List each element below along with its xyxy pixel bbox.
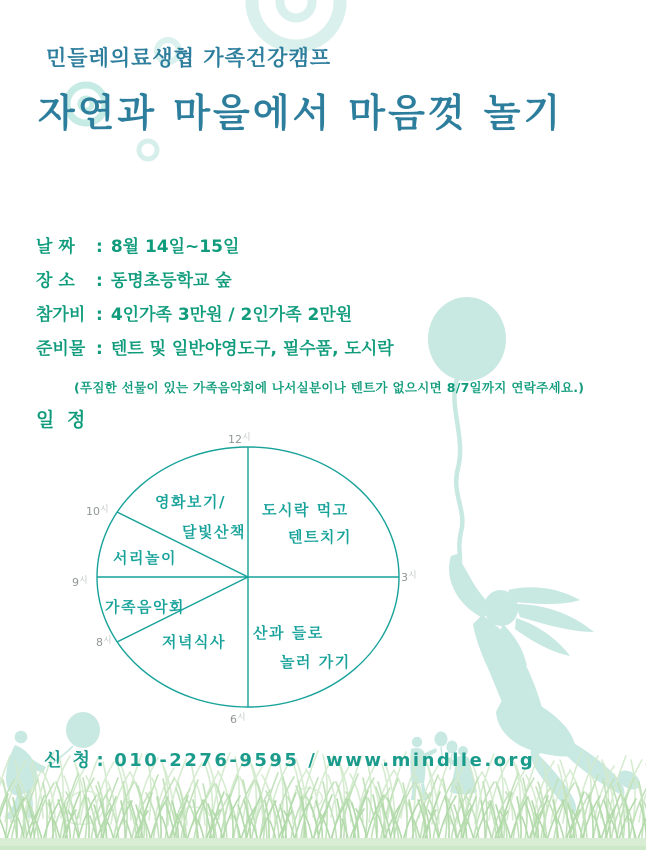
target-ring-inner-icon [280, 0, 312, 18]
info-label: 날 짜 [36, 237, 75, 257]
child-head [15, 731, 28, 744]
poster-title: 자연과 마을에서 마음껏 놀기 [38, 91, 564, 135]
balloon-girl-silhouette [428, 297, 643, 814]
apply-contact-line [44, 746, 535, 772]
segment-label-movie-line2: 달빛산책 [182, 523, 246, 541]
segment-label-seori: 서리놀이 [113, 549, 177, 567]
info-row-supplies [36, 334, 394, 368]
segment-label-dinner: 저녁식사 [162, 633, 226, 651]
hour-label-8: $8^시$ [96, 636, 112, 649]
info-label: 장 소 [36, 271, 75, 291]
tiny-ring-icon [139, 141, 157, 159]
clock-wheel [97, 447, 399, 707]
hour-label-6: $6^시$ [230, 713, 246, 725]
balloon-icon [428, 297, 506, 381]
stick-balloon-icon [435, 732, 448, 747]
info-colon: : [96, 271, 103, 291]
apply-colon: : [96, 750, 107, 771]
info-value: 텐트 및 일반야영도구, 필수품, 도시락 [110, 339, 394, 359]
info-value: 동명초등학교 숲 [110, 271, 232, 291]
hour-label-12: $12^시$ [228, 433, 251, 446]
schedule-clock-chart [60, 425, 420, 725]
info-colon: : [96, 339, 103, 359]
info-row-date [36, 232, 394, 266]
info-colon: : [96, 237, 103, 257]
hour-label-3: $3^시$ [401, 571, 417, 584]
segment-label-play-line1: 산과 들로 [253, 624, 324, 642]
balloon-string [454, 379, 462, 568]
apply-value: 010-2276-9595 / www.mindlle.org [114, 750, 536, 771]
info-label: 참가비 [36, 305, 86, 325]
segment-label-lunch-line1: 도시락 먹고 [262, 501, 349, 519]
info-value: 8월 14일~15일 [110, 237, 240, 257]
hour-label-9: $9^시$ [72, 576, 88, 589]
schedule-heading: 일 정 [36, 409, 89, 431]
contact-note: (푸짐한 선물이 있는 가족음악회에 나서실분이나 텐트가 없으시면 8/7일까지 연락주세요.) [74, 380, 585, 395]
segment-label-concert: 가족음악회 [105, 598, 185, 616]
segment-label-play-line2: 놀러 가기 [280, 653, 351, 671]
segment-label-lunch-line2: 텐트치기 [288, 528, 352, 546]
hour-label-10: $10^시$ [86, 505, 109, 518]
target-ring-icon [252, 0, 340, 46]
info-list [36, 232, 394, 368]
girl-hair [508, 587, 580, 604]
info-value: 4인가족 3만원 / 2인가족 2만원 [110, 305, 353, 325]
info-row-place [36, 266, 394, 300]
info-label: 준비물 [36, 339, 86, 359]
apply-label: 신 청 [44, 750, 93, 771]
segment-label-movie-line1: 영화보기/ [155, 493, 226, 511]
poster-subtitle: 민들레의료생협 가족건강캠프 [46, 46, 332, 70]
info-colon: : [96, 305, 103, 325]
info-row-fee [36, 300, 394, 334]
